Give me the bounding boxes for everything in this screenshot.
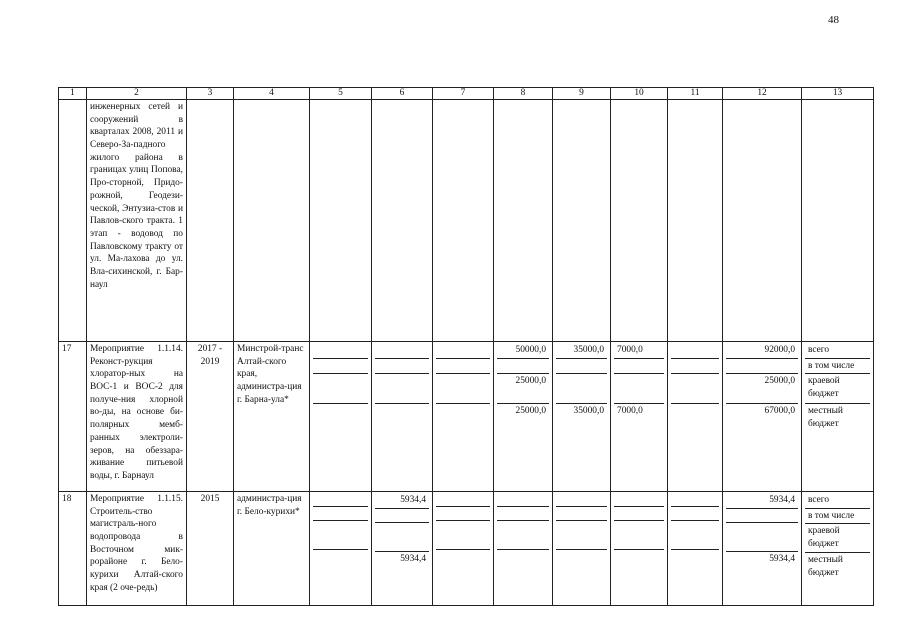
column-header: 1 — [59, 88, 87, 100]
table-row — [59, 492, 874, 606]
col-6-cell: 5934,4 5934,4 — [372, 492, 433, 606]
funding-source-cell: всего в том числе краевой бюджет местный бюджет — [802, 342, 874, 492]
column-header: 13 — [802, 88, 874, 100]
measure-years: 2017 - 2019 — [187, 342, 234, 492]
col-11-cell — [668, 492, 723, 606]
measure-years: 2015 — [187, 492, 234, 606]
measure-executor: Минстрой-транс Алтай-ского края, администра-ция г. Барна-ула* — [234, 342, 310, 492]
column-header: 11 — [668, 88, 723, 100]
column-number-row — [59, 88, 874, 100]
column-header: 2 — [87, 88, 187, 100]
row-number: 18 — [59, 492, 87, 606]
column-header: 4 — [234, 88, 310, 100]
row-number: 17 — [59, 342, 87, 492]
col-5-cell — [310, 342, 372, 492]
col-7-cell — [433, 492, 494, 606]
continuation-row — [59, 100, 874, 342]
col-6-cell — [372, 342, 433, 492]
column-header: 7 — [433, 88, 494, 100]
table-row — [59, 342, 874, 492]
col-12-cell: 5934,4 5934,4 — [723, 492, 802, 606]
col-5-cell — [310, 492, 372, 606]
column-header: 10 — [611, 88, 668, 100]
continuation-description: инженерных сетей и сооружений в кварталах 2008, 2011 и Северо-За-падного жилого района в границах улиц Попова, Про-сторной, Придо-рожной, Геодези-ческой, Энтузиа-стов и Павлов-ского тракта. 1 этап - водовод по Павловскому тракту от ул. Ма-лахова до ул. Вла-сихинской, г. Бар-наул — [87, 100, 187, 342]
column-header: 9 — [553, 88, 611, 100]
col-10-cell: 7000,0 7000,0 — [611, 342, 668, 492]
column-header: 12 — [723, 88, 802, 100]
column-header: 8 — [494, 88, 553, 100]
measure-executor: администра-ция г. Бело-курихи* — [234, 492, 310, 606]
col-8-cell: 50000,0 25000,0 25000,0 — [494, 342, 553, 492]
col-8-cell — [494, 492, 553, 606]
column-header: 3 — [187, 88, 234, 100]
program-table — [58, 87, 874, 606]
column-header: 5 — [310, 88, 372, 100]
col-7-cell — [433, 342, 494, 492]
measure-name: Мероприятие 1.1.14. Реконст-рукция хлоратор-ных на ВОС-1 и ВОС-2 для получе-ния хлорной во-ды, на основе би-полярных мемб-ранных электроли-зеров, на обеззара-живание питьевой воды, г. Барнаул — [87, 342, 187, 492]
col-9-cell: 35000,0 35000,0 — [553, 342, 611, 492]
measure-name: Мероприятие 1.1.15. Строитель-ство магистраль-ного водопровода в Восточном мик-рорайоне г. Бело-курихи Алтай-ского края (2 оче-редь) — [87, 492, 187, 606]
col-12-cell: 92000,0 25000,0 67000,0 — [723, 342, 802, 492]
col-10-cell — [611, 492, 668, 606]
col-9-cell — [553, 492, 611, 606]
col-11-cell — [668, 342, 723, 492]
page-number: 48 — [828, 14, 839, 26]
funding-source-cell: всего в том числе краевой бюджет местный бюджет — [802, 492, 874, 606]
column-header: 6 — [372, 88, 433, 100]
